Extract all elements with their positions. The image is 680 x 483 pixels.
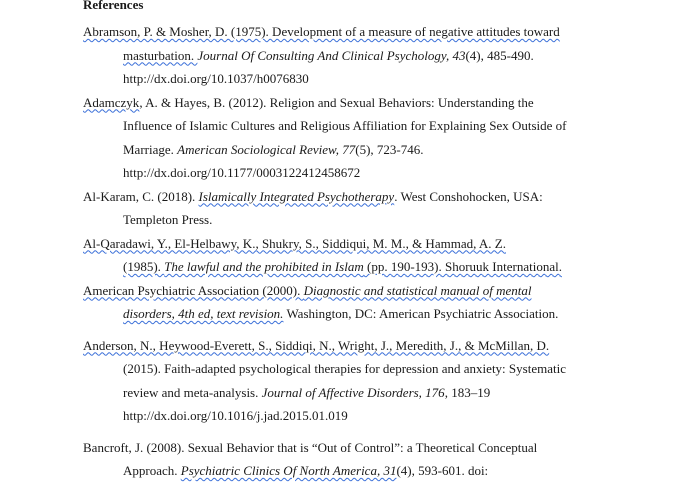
reference-line: Al-Qaradawi, Y., El-Helbawy, K., Shukry, S., Siddiqui, M. M., & Hammad, A. Z.: [83, 235, 506, 251]
reference-line: Marriage. American Sociological Review, 77(5), 723-746.: [123, 141, 424, 157]
reference-line: Bancroft, J. (2008). Sexual Behavior that is “Out of Control”: a Theoretical Conceptual: [83, 439, 538, 455]
reference-line: Anderson, N., Heywood-Everett, S., Siddiqi, N., Wright, J., Meredith, J., & McMillan, D.: [83, 337, 550, 353]
reference-line: masturbation. Journal Of Consulting And Clinical Psychology, 43(4), 485-490.: [123, 47, 534, 63]
reference-entry: [83, 436, 673, 483]
doi-link[interactable]: http://dx.doi.org/10.1177/0003122412458672: [123, 165, 361, 180]
references-heading: References: [83, 0, 144, 12]
reference-entry: [83, 279, 673, 326]
reference-line: review and meta-analysis. Journal of Affective Disorders, 176, 183–19: [123, 384, 491, 400]
reference-line: disorders, 4th ed, text revision. Washington, DC: American Psychiatric Association.: [123, 306, 559, 321]
reference-entry: [83, 20, 673, 91]
doi-link[interactable]: http://dx.doi.org/10.1016/j.jad.2015.01.019: [123, 408, 348, 423]
reference-entry: [83, 334, 673, 428]
reference-line: (1985). The lawful and the prohibited in Islam (pp. 190-193). Shoruuk International.: [123, 259, 562, 274]
doi-link[interactable]: http://dx.doi.org/10.1037/h0076830: [123, 71, 309, 86]
reference-line: Al-Karam, C. (2018). Islamically Integrated Psychotherapy. West Conshohocken, USA:: [83, 188, 543, 204]
reference-line: American Psychiatric Association (2000). Diagnostic and statistical manual of mental: [83, 282, 532, 298]
reference-line: Templeton Press.: [123, 212, 213, 227]
reference-line: Adamczyk, A. & Hayes, B. (2012). Religion and Sexual Behaviors: Understanding the: [83, 94, 534, 110]
document-page: [83, 0, 673, 483]
reference-entry: [83, 91, 673, 185]
reference-line: Influence of Islamic Cultures and Religious Affiliation for Explaining Sex Outside of: [123, 118, 567, 133]
reference-entry: [83, 232, 673, 279]
reference-line: Abramson, P. & Mosher, D. (1975). Development of a measure of negative attitudes toward: [83, 24, 560, 39]
reference-entry: [83, 185, 673, 232]
reference-line: Approach. Psychiatric Clinics Of North America, 31(4), 593-601. doi:: [123, 463, 489, 478]
reference-line: (2015). Faith-adapted psychological therapies for depression and anxiety: Systematic: [123, 361, 566, 376]
